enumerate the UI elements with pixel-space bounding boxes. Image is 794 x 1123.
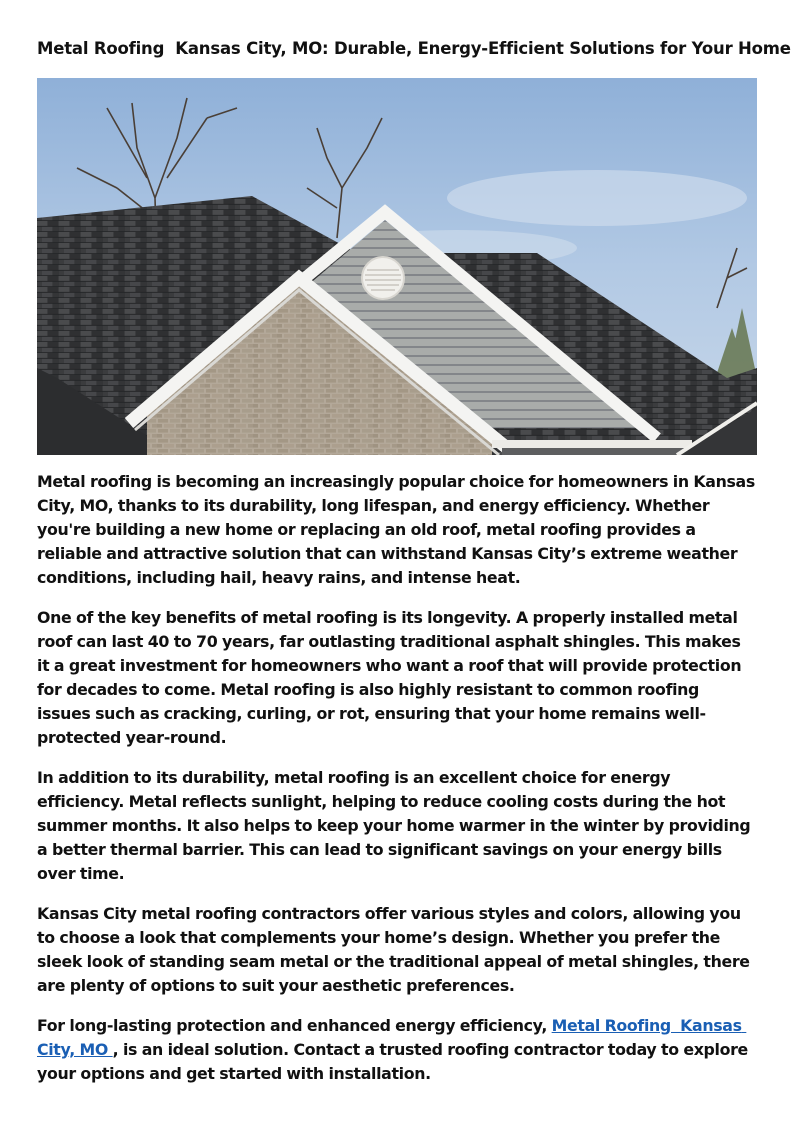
closing-text-after: , is an ideal solution. Contact a trusted roofing contractor today to explore your options and get started with installation. (37, 1039, 748, 1084)
page-title: Metal Roofing Kansas City, MO: Durable, Energy-Efficient Solutions for Your Home (37, 39, 791, 58)
attic-vent (362, 257, 404, 299)
paragraph-intro: Metal roofing is becoming an increasingly popular choice for homeowners in Kansas City, MO, thanks to its durability, long lifespan, and energy efficiency. Whether you're building a new home or replacing an old roof, metal roofing provides a reliable and attractive solution that can withstand Kansas City’s extreme weather conditions, including hail, heavy rains, and intense heat. (37, 472, 755, 588)
hero-image (37, 78, 757, 455)
article-body (37, 470, 757, 1102)
gutter (492, 440, 692, 448)
roof-illustration (37, 78, 757, 455)
paragraph-closing (37, 1014, 757, 1086)
paragraph-energy-efficiency: In addition to its durability, metal roofing is an excellent choice for energy efficiency. Metal reflects sunlight, helping to reduce cooling costs during the hot summer months. It also helps to keep your home warmer in the winter by providing a better thermal barrier. This can lead to significant savings on your energy bills over time. (37, 768, 751, 884)
paragraph-styles: Kansas City metal roofing contractors offer various styles and colors, allowing you to choose a look that complements your home’s design. Whether you prefer the sleek look of standing seam metal or the traditional appeal of metal shingles, there are plenty of options to suit your aesthetic preferences. (37, 904, 750, 996)
closing-text-before: For long-lasting protection and enhanced energy efficiency, (37, 1015, 552, 1035)
paragraph-longevity: One of the key benefits of metal roofing is its longevity. A properly installed metal roof can last 40 to 70 years, far outlasting traditional asphalt shingles. This makes it a great investment for homeowners who want a roof that will provide protection for decades to come. Metal roofing is also highly resistant to common roofing issues such as cracking, curling, or rot, ensuring that your home remains well-protected year-round. (37, 607, 742, 748)
metal-roofing-link[interactable]: Metal Roofing Kansas City, MO (37, 1015, 747, 1059)
